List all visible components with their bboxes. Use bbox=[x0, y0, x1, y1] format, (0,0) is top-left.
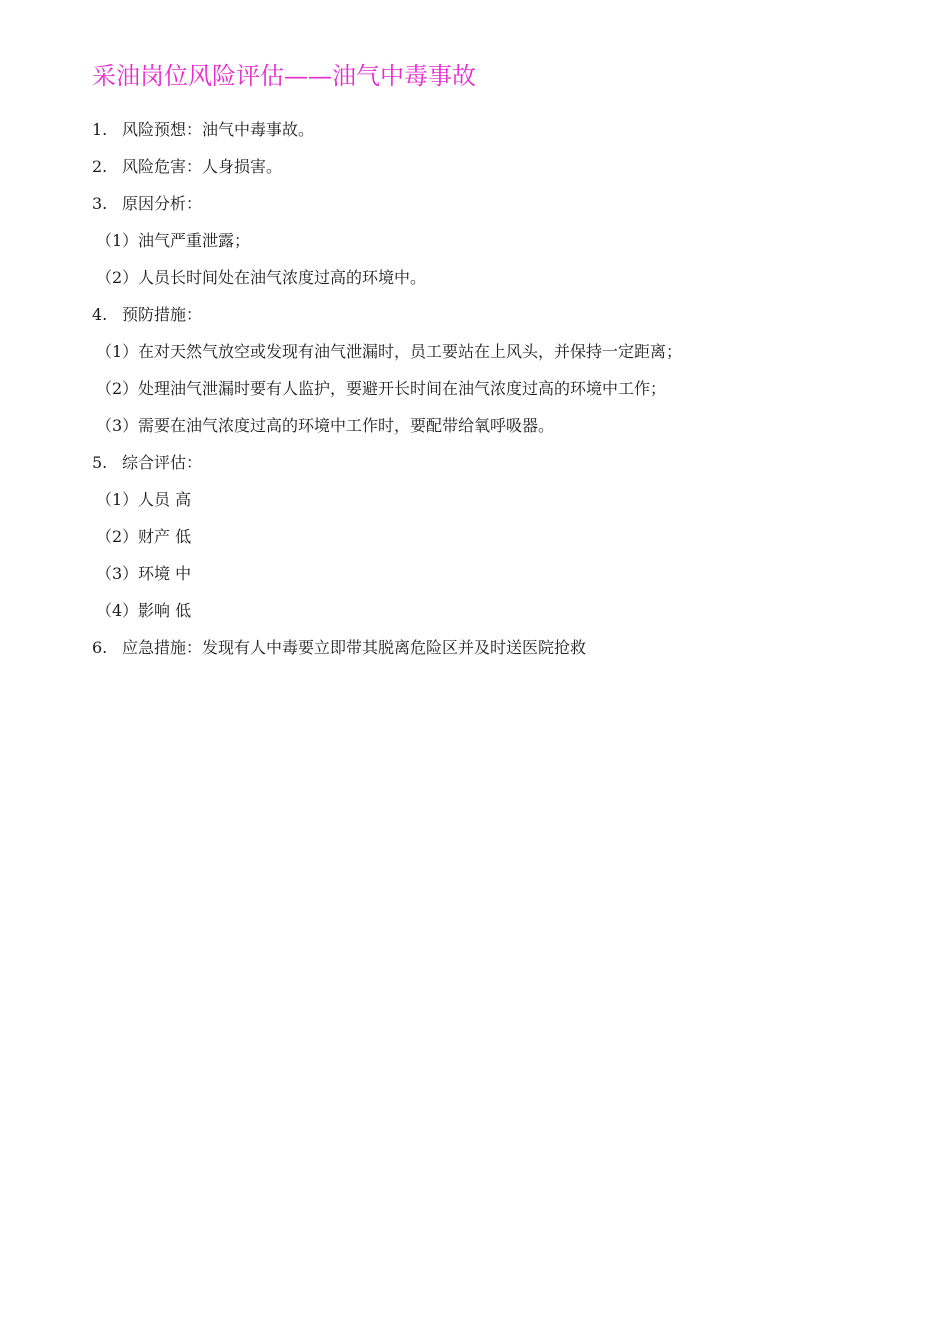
item-text: 人员长时间处在油气浓度过高的环境中。 bbox=[138, 268, 427, 287]
content-list bbox=[0, 111, 950, 666]
document-title: 采油岗位风险评估——油气中毒事故 bbox=[92, 62, 476, 90]
sub-list-item bbox=[0, 333, 950, 370]
item-number: 1. bbox=[92, 120, 108, 139]
list-item bbox=[0, 148, 950, 185]
item-text: 在对天然气放空或发现有油气泄漏时，员工要站在上风头，并保持一定距离； bbox=[138, 342, 683, 361]
item-text: 综合评估： bbox=[122, 453, 203, 472]
sub-list-item bbox=[0, 518, 950, 555]
sub-list-item bbox=[0, 592, 950, 629]
item-text: 应急措施：发现有人中毒要立即带其脱离危险区并及时送医院抢救 bbox=[122, 638, 587, 657]
item-number: （2） bbox=[96, 527, 139, 546]
item-number: （2） bbox=[96, 268, 139, 287]
item-text: 人员 高 bbox=[138, 490, 192, 509]
item-number: （3） bbox=[96, 416, 139, 435]
list-item bbox=[0, 111, 950, 148]
item-number: 6. bbox=[92, 638, 108, 657]
item-number: 2. bbox=[92, 157, 108, 176]
item-number: 4. bbox=[92, 305, 108, 324]
item-text: 影响 低 bbox=[138, 601, 192, 620]
item-text: 处理油气泄漏时要有人监护，要避开长时间在油气浓度过高的环境中工作； bbox=[138, 379, 667, 398]
item-text: 环境 中 bbox=[138, 564, 192, 583]
item-number: （1） bbox=[96, 342, 139, 361]
list-item bbox=[0, 629, 950, 666]
sub-list-item bbox=[0, 407, 950, 444]
item-number: 5. bbox=[92, 453, 108, 472]
item-text: 财产 低 bbox=[138, 527, 192, 546]
list-item bbox=[0, 296, 950, 333]
item-number: （3） bbox=[96, 564, 139, 583]
item-text: 风险危害：人身损害。 bbox=[122, 157, 283, 176]
sub-list-item bbox=[0, 555, 950, 592]
item-text: 预防措施： bbox=[122, 305, 203, 324]
item-text: 需要在油气浓度过高的环境中工作时，要配带给氧呼吸器。 bbox=[138, 416, 555, 435]
sub-list-item bbox=[0, 222, 950, 259]
item-text: 油气严重泄露； bbox=[138, 231, 251, 250]
item-number: （1） bbox=[96, 490, 139, 509]
item-text: 原因分析： bbox=[122, 194, 203, 213]
item-text: 风险预想：油气中毒事故。 bbox=[122, 120, 315, 139]
item-number: （4） bbox=[96, 601, 139, 620]
item-number: （2） bbox=[96, 379, 139, 398]
list-item bbox=[0, 185, 950, 222]
item-number: 3. bbox=[92, 194, 108, 213]
sub-list-item bbox=[0, 481, 950, 518]
item-number: （1） bbox=[96, 231, 139, 250]
list-item bbox=[0, 444, 950, 481]
sub-list-item bbox=[0, 370, 950, 407]
sub-list-item bbox=[0, 259, 950, 296]
